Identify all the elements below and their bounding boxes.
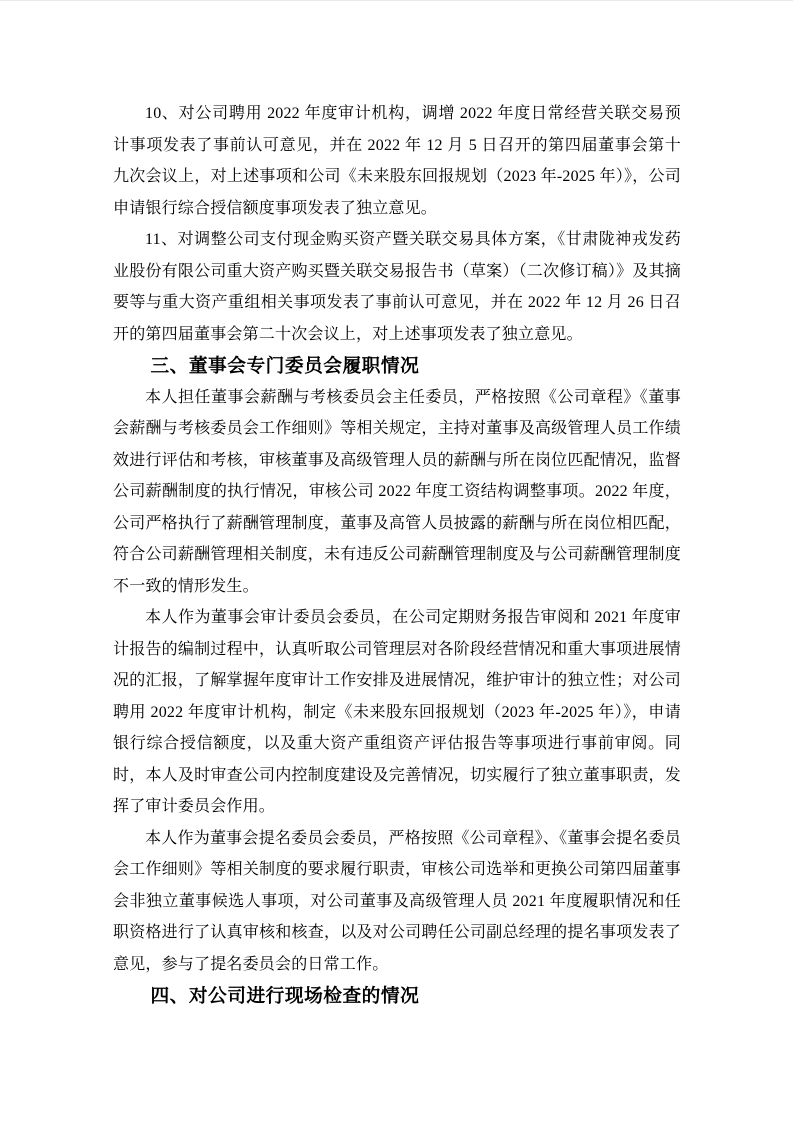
paragraph-nomination-committee: 本人作为董事会提名委员会委员，严格按照《公司章程》、《董事会提名委员会工作细则》等相关制度的要求履行职责，审核公司选举和更换公司第四届董事会非独立董事候选人事项，对公司董事及高级管理人员 2021 年度履职情况和任职资格进行了认真审核和核查，以及对公司聘任公司副总经理的提名事项发表了意见，参与了提名委员会的日常工作。 bbox=[113, 829, 681, 973]
paragraph-audit-committee: 本人作为董事会审计委员会委员，在公司定期财务报告审阅和 2021 年度审计报告的编制过程中，认真听取公司管理层对各阶段经营情况和重大事项进展情况的汇报，了解掌握年度审计工作安排及进展情况，维护审计的独立性；对公司聘用 2022 年度审计机构，制定《未来股东回报规划（2023 年-2025 年）》，申请银行综合授信额度，以及重大资产重组资产评估报告等事项进行事前审阅。同时，本人及时审查公司内控制度建设及完善情况，切实履行了独立董事职责，发挥了审计委员会作用。 bbox=[113, 609, 681, 815]
paragraph-remuneration-committee: 本人担任董事会薪酬与考核委员会主任委员，严格按照《公司章程》《董事会薪酬与考核委员会工作细则》等相关规定，主持对董事及高级管理人员工作绩效进行评估和考核，审核董事及高级管理人员的薪酬与所在岗位匹配情况，监督公司薪酬制度的执行情况，审核公司 2022 年度工资结构调整事项。2022 年度，公司严格执行了薪酬管理制度，董事及高管人员披露的薪酬与所在岗位相匹配，符合公司薪酬管理相关制度，未有违反公司薪酬管理制度及与公司薪酬管理制度不一致的情形发生。 bbox=[113, 388, 681, 595]
paragraph-item-11-asset-purchase: 11、对调整公司支付现金购买资产暨关联交易具体方案，《甘肃陇神戎发药业股份有限公司重大资产购买暨关联交易报告书（草案）（二次修订稿）》及其摘要等与重大资产重组相关事项发表了事前认可意见，并在 2022 年 12 月 26 日召开的第四届董事会第二十次会议上，对上述事项发表了独立意见。 bbox=[113, 231, 681, 343]
section-heading-3-special-committees: 三、董事会专门委员会履职情况 bbox=[150, 355, 420, 376]
section-heading-4-onsite-inspection: 四、对公司进行现场检查的情况 bbox=[150, 985, 420, 1006]
paragraph-item-10-audit-engagement: 10、对公司聘用 2022 年度审计机构，调增 2022 年度日常经营关联交易预计事项发表了事前认可意见，并在 2022 年 12 月 5 日召开的第四届董事会第十九次会议上，对上述事项和公司《未来股东回报规划（2023 年-2025 年）》，公司申请银行综合授信额度事项发表了独立意见。 bbox=[113, 105, 681, 217]
document-body bbox=[113, 98, 681, 1012]
